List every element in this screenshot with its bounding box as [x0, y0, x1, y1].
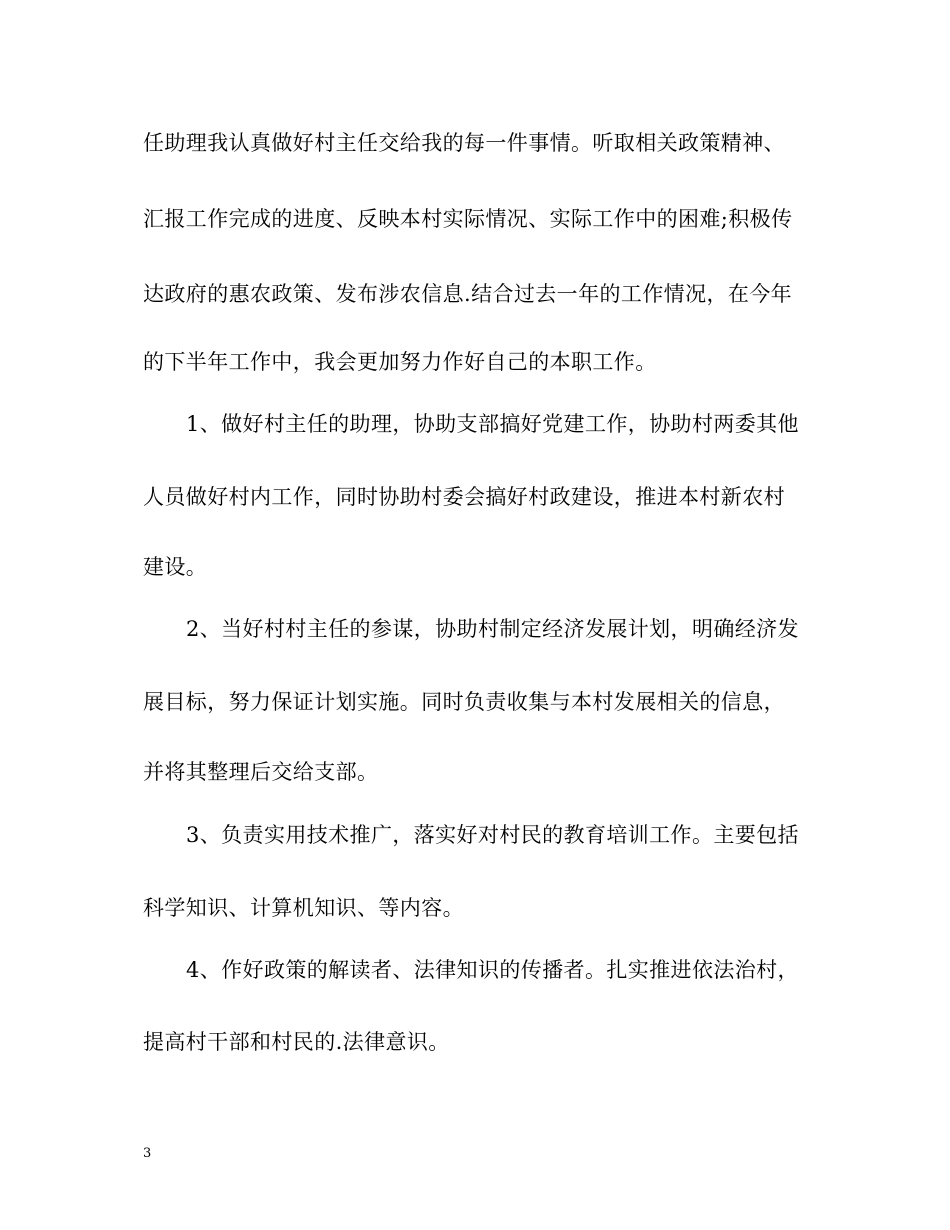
- list-item-3-line: 3、负责实用技术推广，落实好对村民的教育培训工作。主要包括: [186, 823, 799, 847]
- list-item-1-line: 建设。: [143, 555, 208, 579]
- list-item-2-line: 2、当好村村主任的参谋，协助村制定经济发展计划，明确经济发: [186, 617, 799, 641]
- list-item-3-line: 科学知识、计算机知识、等内容。: [143, 896, 464, 920]
- list-item-2-line: 展目标，努力保证计划实施。同时负责收集与本村发展相关的信息，: [143, 690, 785, 714]
- list-item-4-line: 4、作好政策的解读者、法律知识的传播者。扎实推进依法治村，: [186, 958, 799, 982]
- list-item-1-line: 1、做好村主任的助理，协助支部搞好党建工作，协助村两委其他: [186, 412, 799, 436]
- paragraph-line: 的下半年工作中，我会更加努力作好自己的本职工作。: [143, 350, 657, 374]
- paragraph-line: 任助理我认真做好村主任交给我的每一件事情。听取相关政策精神、: [143, 131, 785, 155]
- list-item-1-line: 人员做好村内工作，同时协助村委会搞好村政建设，推进本村新农村: [143, 485, 785, 509]
- paragraph-line: 汇报工作完成的进度、反映本村实际情况、实际工作中的困难;积极传: [143, 207, 793, 231]
- list-item-2-line: 并将其整理后交给支部。: [143, 760, 379, 784]
- paragraph-line: 达政府的惠农政策、发布涉农信息.结合过去一年的工作情况，在今年: [143, 282, 793, 306]
- page-number: 3: [143, 1146, 152, 1161]
- list-item-4-line: 提高村干部和村民的.法律意识。: [143, 1030, 450, 1054]
